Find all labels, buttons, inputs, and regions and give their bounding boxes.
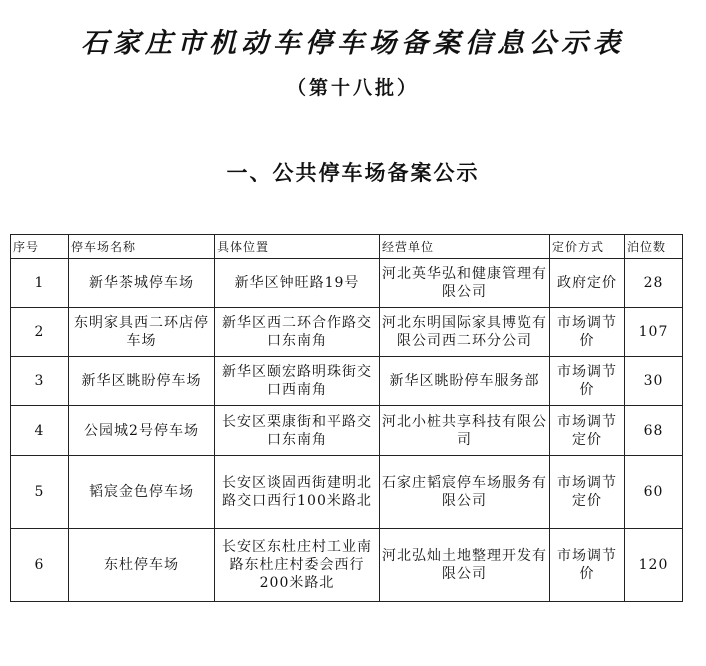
header-name: 停车场名称	[69, 235, 215, 259]
cell-spaces: 28	[625, 259, 683, 308]
cell-name: 新华茶城停车场	[69, 259, 215, 308]
cell-operator: 河北英华弘和健康管理有限公司	[380, 259, 550, 308]
cell-name: 公园城2号停车场	[69, 406, 215, 456]
document-title: 石家庄市机动车停车场备案信息公示表	[81, 28, 625, 59]
batch-subtitle: （第十八批）	[286, 77, 419, 99]
parking-registry-table	[10, 234, 683, 602]
cell-location: 长安区栗康街和平路交口东南角	[215, 406, 380, 456]
cell-seq: 2	[11, 308, 69, 357]
cell-operator: 河北东明国际家具博览有限公司西二环分公司	[380, 308, 550, 357]
section-title: 一、公共停车场备案公示	[226, 161, 480, 185]
cell-spaces: 120	[625, 529, 683, 602]
cell-operator: 石家庄韬宸停车场服务有限公司	[380, 456, 550, 529]
cell-spaces: 30	[625, 357, 683, 406]
table-row	[11, 406, 683, 456]
cell-operator: 河北小桩共享科技有限公司	[380, 406, 550, 456]
cell-operator: 河北弘灿土地整理开发有限公司	[380, 529, 550, 602]
cell-seq: 6	[11, 529, 69, 602]
cell-location: 长安区东杜庄村工业南路东杜庄村委会西行200米路北	[215, 529, 380, 602]
cell-seq: 4	[11, 406, 69, 456]
cell-spaces: 60	[625, 456, 683, 529]
table-header-row	[11, 235, 683, 259]
cell-name: 东明家具西二环店停车场	[69, 308, 215, 357]
table-row	[11, 529, 683, 602]
table-row	[11, 259, 683, 308]
cell-pricing: 政府定价	[550, 259, 625, 308]
cell-spaces: 107	[625, 308, 683, 357]
cell-pricing: 市场调节价	[550, 357, 625, 406]
header-operator: 经营单位	[380, 235, 550, 259]
cell-name: 东杜停车场	[69, 529, 215, 602]
header-location: 具体位置	[215, 235, 380, 259]
table-row	[11, 456, 683, 529]
cell-operator: 新华区眺盼停车服务部	[380, 357, 550, 406]
cell-pricing: 市场调节价	[550, 308, 625, 357]
header-pricing: 定价方式	[550, 235, 625, 259]
cell-seq: 5	[11, 456, 69, 529]
header-spaces: 泊位数	[625, 235, 683, 259]
cell-location: 新华区颐宏路明珠街交口西南角	[215, 357, 380, 406]
cell-pricing: 市场调节定价	[550, 456, 625, 529]
cell-spaces: 68	[625, 406, 683, 456]
cell-location: 长安区谈固西街建明北路交口西行100米路北	[215, 456, 380, 529]
cell-pricing: 市场调节价	[550, 529, 625, 602]
cell-name: 新华区眺盼停车场	[69, 357, 215, 406]
cell-location: 新华区西二环合作路交口东南角	[215, 308, 380, 357]
cell-location: 新华区钟旺路19号	[215, 259, 380, 308]
cell-seq: 1	[11, 259, 69, 308]
header-seq: 序号	[11, 235, 69, 259]
cell-seq: 3	[11, 357, 69, 406]
cell-pricing: 市场调节定价	[550, 406, 625, 456]
table-row	[11, 357, 683, 406]
cell-name: 韬宸金色停车场	[69, 456, 215, 529]
table-row	[11, 308, 683, 357]
